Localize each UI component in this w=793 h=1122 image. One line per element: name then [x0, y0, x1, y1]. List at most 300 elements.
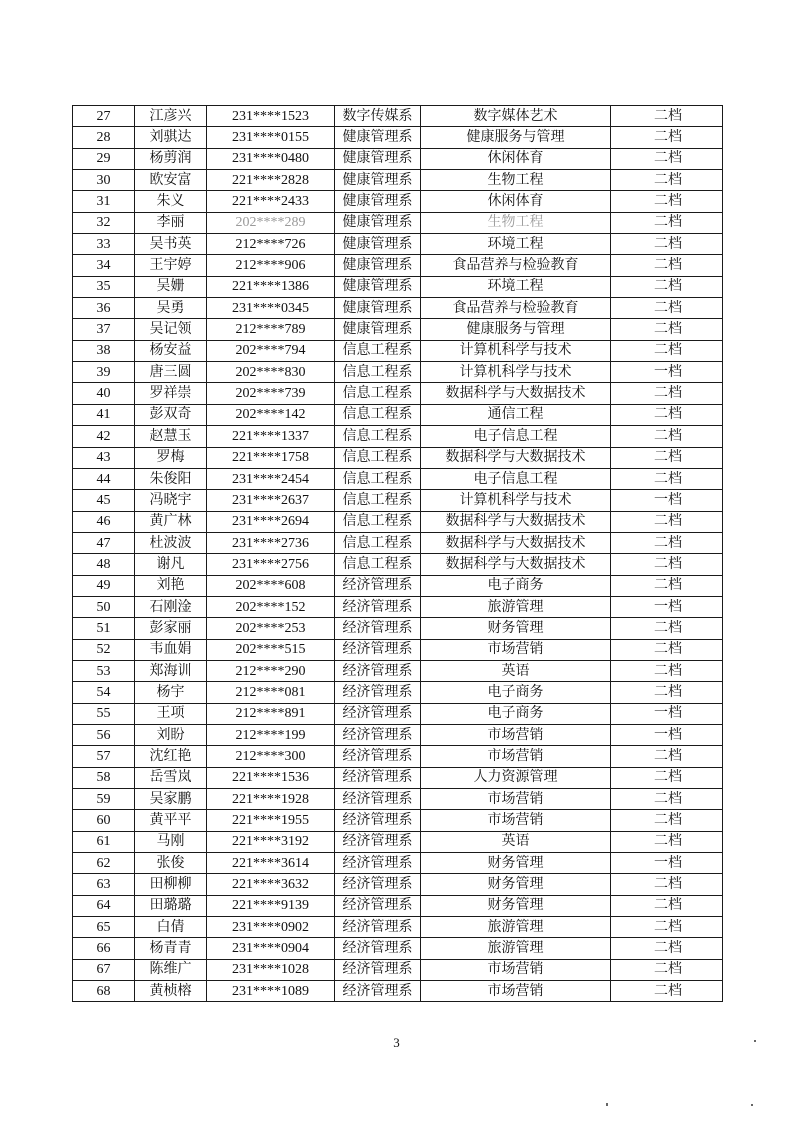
student-name: 吴记领 — [135, 319, 207, 340]
row-index: 38 — [73, 340, 135, 361]
department: 信息工程系 — [335, 468, 421, 489]
row-index: 51 — [73, 618, 135, 639]
table-row — [73, 362, 723, 383]
major: 财务管理 — [421, 895, 611, 916]
department: 经济管理系 — [335, 917, 421, 938]
table-row — [73, 938, 723, 959]
major: 食品营养与检验教育 — [421, 255, 611, 276]
department: 信息工程系 — [335, 554, 421, 575]
department: 数字传媒系 — [335, 106, 421, 127]
student-name: 黄平平 — [135, 810, 207, 831]
major: 生物工程 — [421, 170, 611, 191]
department: 经济管理系 — [335, 660, 421, 681]
student-name: 黄广林 — [135, 511, 207, 532]
department: 经济管理系 — [335, 874, 421, 895]
student-id: 202****739 — [207, 383, 335, 404]
table-row — [73, 490, 723, 511]
student-name: 赵慧玉 — [135, 426, 207, 447]
row-index: 35 — [73, 276, 135, 297]
grade-level: 二档 — [611, 383, 723, 404]
major: 通信工程 — [421, 404, 611, 425]
student-id: 221****2828 — [207, 170, 335, 191]
major: 旅游管理 — [421, 938, 611, 959]
major: 环境工程 — [421, 234, 611, 255]
student-id: 221****1758 — [207, 447, 335, 468]
grade-level: 二档 — [611, 810, 723, 831]
major: 旅游管理 — [421, 596, 611, 617]
department: 信息工程系 — [335, 426, 421, 447]
table-row — [73, 660, 723, 681]
grade-level: 二档 — [611, 298, 723, 319]
row-index: 56 — [73, 724, 135, 745]
department: 健康管理系 — [335, 234, 421, 255]
row-index: 58 — [73, 767, 135, 788]
major: 数据科学与大数据技术 — [421, 532, 611, 553]
row-index: 50 — [73, 596, 135, 617]
grade-level: 二档 — [611, 532, 723, 553]
major: 市场营销 — [421, 810, 611, 831]
row-index: 66 — [73, 938, 135, 959]
major: 食品营养与检验教育 — [421, 298, 611, 319]
table-row — [73, 404, 723, 425]
grade-level: 一档 — [611, 724, 723, 745]
student-list-table — [72, 105, 723, 1002]
grade-level: 二档 — [611, 831, 723, 852]
student-id: 231****2756 — [207, 554, 335, 575]
table-row — [73, 383, 723, 404]
student-id: 231****0904 — [207, 938, 335, 959]
grade-level: 二档 — [611, 618, 723, 639]
row-index: 43 — [73, 447, 135, 468]
table-row — [73, 298, 723, 319]
table-row — [73, 959, 723, 980]
row-index: 32 — [73, 212, 135, 233]
student-name: 罗祥崇 — [135, 383, 207, 404]
table-row — [73, 426, 723, 447]
table-row — [73, 106, 723, 127]
student-id: 212****726 — [207, 234, 335, 255]
row-index: 29 — [73, 148, 135, 169]
row-index: 37 — [73, 319, 135, 340]
major: 休闲体育 — [421, 191, 611, 212]
row-index: 54 — [73, 682, 135, 703]
grade-level: 二档 — [611, 106, 723, 127]
department: 健康管理系 — [335, 212, 421, 233]
department: 经济管理系 — [335, 981, 421, 1002]
student-id: 212****300 — [207, 746, 335, 767]
student-id: 221****2433 — [207, 191, 335, 212]
table-row — [73, 255, 723, 276]
grade-level: 二档 — [611, 276, 723, 297]
row-index: 39 — [73, 362, 135, 383]
student-name: 田璐璐 — [135, 895, 207, 916]
student-name: 江彦兴 — [135, 106, 207, 127]
department: 健康管理系 — [335, 319, 421, 340]
student-id: 212****789 — [207, 319, 335, 340]
grade-level: 二档 — [611, 170, 723, 191]
row-index: 63 — [73, 874, 135, 895]
student-name: 谢凡 — [135, 554, 207, 575]
department: 经济管理系 — [335, 767, 421, 788]
student-name: 沈红艳 — [135, 746, 207, 767]
row-index: 40 — [73, 383, 135, 404]
department: 信息工程系 — [335, 383, 421, 404]
table-row — [73, 831, 723, 852]
student-name: 刘艳 — [135, 575, 207, 596]
student-name: 刘盼 — [135, 724, 207, 745]
major: 财务管理 — [421, 618, 611, 639]
department: 经济管理系 — [335, 789, 421, 810]
grade-level: 一档 — [611, 490, 723, 511]
department: 健康管理系 — [335, 127, 421, 148]
major: 电子信息工程 — [421, 426, 611, 447]
grade-level: 二档 — [611, 959, 723, 980]
table-row — [73, 319, 723, 340]
student-name: 朱义 — [135, 191, 207, 212]
table-row — [73, 532, 723, 553]
page-number: 3 — [393, 1035, 400, 1050]
table-row — [73, 639, 723, 660]
major: 电子商务 — [421, 682, 611, 703]
row-index: 47 — [73, 532, 135, 553]
major: 计算机科学与技术 — [421, 340, 611, 361]
grade-level: 二档 — [611, 255, 723, 276]
department: 信息工程系 — [335, 490, 421, 511]
department: 经济管理系 — [335, 810, 421, 831]
department: 信息工程系 — [335, 532, 421, 553]
table-row — [73, 853, 723, 874]
department: 健康管理系 — [335, 276, 421, 297]
table-row — [73, 511, 723, 532]
table-row — [73, 447, 723, 468]
major: 计算机科学与技术 — [421, 362, 611, 383]
department: 信息工程系 — [335, 447, 421, 468]
student-name: 马刚 — [135, 831, 207, 852]
student-id: 202****608 — [207, 575, 335, 596]
major: 休闲体育 — [421, 148, 611, 169]
student-name: 岳雪岚 — [135, 767, 207, 788]
department: 经济管理系 — [335, 724, 421, 745]
grade-level: 二档 — [611, 746, 723, 767]
student-name: 罗梅 — [135, 447, 207, 468]
row-index: 33 — [73, 234, 135, 255]
student-id: 231****1089 — [207, 981, 335, 1002]
table-row — [73, 596, 723, 617]
major: 环境工程 — [421, 276, 611, 297]
table-row — [73, 276, 723, 297]
scan-speck — [606, 1103, 608, 1106]
major: 财务管理 — [421, 874, 611, 895]
table-row — [73, 703, 723, 724]
grade-level: 二档 — [611, 127, 723, 148]
student-id: 231****2736 — [207, 532, 335, 553]
student-id: 231****0480 — [207, 148, 335, 169]
table-row — [73, 212, 723, 233]
major: 市场营销 — [421, 724, 611, 745]
grade-level: 二档 — [611, 426, 723, 447]
table-row — [73, 789, 723, 810]
table-row — [73, 191, 723, 212]
major: 健康服务与管理 — [421, 319, 611, 340]
row-index: 64 — [73, 895, 135, 916]
student-id: 231****0902 — [207, 917, 335, 938]
table-row — [73, 895, 723, 916]
major: 财务管理 — [421, 853, 611, 874]
grade-level: 一档 — [611, 853, 723, 874]
major: 英语 — [421, 831, 611, 852]
grade-level: 二档 — [611, 682, 723, 703]
department: 健康管理系 — [335, 170, 421, 191]
student-name: 吴勇 — [135, 298, 207, 319]
table-row — [73, 618, 723, 639]
major: 英语 — [421, 660, 611, 681]
row-index: 31 — [73, 191, 135, 212]
grade-level: 二档 — [611, 148, 723, 169]
student-name: 杨安益 — [135, 340, 207, 361]
table-row — [73, 468, 723, 489]
student-id: 202****142 — [207, 404, 335, 425]
major: 数据科学与大数据技术 — [421, 447, 611, 468]
grade-level: 二档 — [611, 874, 723, 895]
student-name: 吴姗 — [135, 276, 207, 297]
table-row — [73, 810, 723, 831]
student-name: 石刚淦 — [135, 596, 207, 617]
student-name: 欧安富 — [135, 170, 207, 191]
row-index: 55 — [73, 703, 135, 724]
major: 电子商务 — [421, 703, 611, 724]
major: 市场营销 — [421, 959, 611, 980]
table-row — [73, 981, 723, 1002]
major: 数据科学与大数据技术 — [421, 554, 611, 575]
student-id: 221****1337 — [207, 426, 335, 447]
department: 健康管理系 — [335, 255, 421, 276]
row-index: 67 — [73, 959, 135, 980]
student-id: 221****3632 — [207, 874, 335, 895]
table-row — [73, 724, 723, 745]
grade-level: 二档 — [611, 191, 723, 212]
major: 旅游管理 — [421, 917, 611, 938]
student-name: 吴家鹏 — [135, 789, 207, 810]
student-name: 郑海训 — [135, 660, 207, 681]
table-row — [73, 575, 723, 596]
major: 市场营销 — [421, 981, 611, 1002]
department: 经济管理系 — [335, 703, 421, 724]
student-name: 杜波波 — [135, 532, 207, 553]
grade-level: 二档 — [611, 938, 723, 959]
department: 经济管理系 — [335, 853, 421, 874]
student-id: 221****1928 — [207, 789, 335, 810]
row-index: 59 — [73, 789, 135, 810]
grade-level: 二档 — [611, 319, 723, 340]
student-name: 白倩 — [135, 917, 207, 938]
row-index: 68 — [73, 981, 135, 1002]
row-index: 36 — [73, 298, 135, 319]
row-index: 52 — [73, 639, 135, 660]
row-index: 61 — [73, 831, 135, 852]
row-index: 44 — [73, 468, 135, 489]
row-index: 49 — [73, 575, 135, 596]
student-id: 231****0155 — [207, 127, 335, 148]
scan-speck — [751, 1104, 753, 1106]
department: 健康管理系 — [335, 148, 421, 169]
student-name: 王项 — [135, 703, 207, 724]
student-id: 221****3192 — [207, 831, 335, 852]
major: 市场营销 — [421, 639, 611, 660]
department: 信息工程系 — [335, 511, 421, 532]
major: 人力资源管理 — [421, 767, 611, 788]
student-name: 张俊 — [135, 853, 207, 874]
student-id: 221****1386 — [207, 276, 335, 297]
grade-level: 二档 — [611, 660, 723, 681]
grade-level: 二档 — [611, 234, 723, 255]
grade-level: 二档 — [611, 767, 723, 788]
row-index: 30 — [73, 170, 135, 191]
row-index: 42 — [73, 426, 135, 447]
grade-level: 二档 — [611, 468, 723, 489]
student-id: 212****290 — [207, 660, 335, 681]
department: 经济管理系 — [335, 895, 421, 916]
table-row — [73, 340, 723, 361]
row-index: 48 — [73, 554, 135, 575]
student-name: 李丽 — [135, 212, 207, 233]
student-id: 212****199 — [207, 724, 335, 745]
department: 经济管理系 — [335, 682, 421, 703]
table-row — [73, 746, 723, 767]
table-row — [73, 917, 723, 938]
grade-level: 二档 — [611, 212, 723, 233]
row-index: 57 — [73, 746, 135, 767]
student-id: 231****1523 — [207, 106, 335, 127]
student-name: 刘骐达 — [135, 127, 207, 148]
student-name: 彭家丽 — [135, 618, 207, 639]
table-row — [73, 874, 723, 895]
table-row — [73, 148, 723, 169]
grade-level: 一档 — [611, 596, 723, 617]
table-row — [73, 554, 723, 575]
student-id: 202****515 — [207, 639, 335, 660]
grade-level: 二档 — [611, 340, 723, 361]
student-name: 唐三圆 — [135, 362, 207, 383]
major: 电子信息工程 — [421, 468, 611, 489]
student-name: 杨剪润 — [135, 148, 207, 169]
student-name: 杨宇 — [135, 682, 207, 703]
row-index: 65 — [73, 917, 135, 938]
grade-level: 二档 — [611, 789, 723, 810]
major: 数据科学与大数据技术 — [421, 383, 611, 404]
department: 信息工程系 — [335, 404, 421, 425]
grade-level: 二档 — [611, 575, 723, 596]
department: 信息工程系 — [335, 362, 421, 383]
major: 市场营销 — [421, 746, 611, 767]
student-id: 202****152 — [207, 596, 335, 617]
student-id: 202****830 — [207, 362, 335, 383]
table-row — [73, 170, 723, 191]
student-name: 冯晓宇 — [135, 490, 207, 511]
student-name: 王宇婷 — [135, 255, 207, 276]
student-id: 212****906 — [207, 255, 335, 276]
department: 经济管理系 — [335, 746, 421, 767]
row-index: 46 — [73, 511, 135, 532]
student-name: 吴书英 — [135, 234, 207, 255]
department: 经济管理系 — [335, 618, 421, 639]
student-id: 231****2694 — [207, 511, 335, 532]
grade-level: 二档 — [611, 917, 723, 938]
student-id: 221****3614 — [207, 853, 335, 874]
department: 信息工程系 — [335, 340, 421, 361]
row-index: 34 — [73, 255, 135, 276]
major: 市场营销 — [421, 789, 611, 810]
student-id: 231****2637 — [207, 490, 335, 511]
student-name: 黄桢榕 — [135, 981, 207, 1002]
student-id: 212****891 — [207, 703, 335, 724]
row-index: 45 — [73, 490, 135, 511]
table-row — [73, 127, 723, 148]
major: 数据科学与大数据技术 — [421, 511, 611, 532]
student-name: 朱俊阳 — [135, 468, 207, 489]
student-name: 韦血娟 — [135, 639, 207, 660]
grade-level: 二档 — [611, 554, 723, 575]
grade-level: 二档 — [611, 404, 723, 425]
student-id: 202****289 — [207, 212, 335, 233]
grade-level: 一档 — [611, 703, 723, 724]
department: 经济管理系 — [335, 959, 421, 980]
major: 数字媒体艺术 — [421, 106, 611, 127]
student-name: 彭双奇 — [135, 404, 207, 425]
row-index: 27 — [73, 106, 135, 127]
row-index: 41 — [73, 404, 135, 425]
student-id: 231****1028 — [207, 959, 335, 980]
grade-level: 二档 — [611, 639, 723, 660]
major: 健康服务与管理 — [421, 127, 611, 148]
row-index: 53 — [73, 660, 135, 681]
grade-level: 二档 — [611, 447, 723, 468]
grade-level: 二档 — [611, 981, 723, 1002]
major: 计算机科学与技术 — [421, 490, 611, 511]
department: 经济管理系 — [335, 639, 421, 660]
student-name: 田柳柳 — [135, 874, 207, 895]
student-id: 231****2454 — [207, 468, 335, 489]
department: 健康管理系 — [335, 298, 421, 319]
table-row — [73, 767, 723, 788]
table-row — [73, 682, 723, 703]
student-id: 231****0345 — [207, 298, 335, 319]
scan-speck — [754, 1040, 756, 1042]
grade-level: 一档 — [611, 362, 723, 383]
student-name: 陈维广 — [135, 959, 207, 980]
student-id: 212****081 — [207, 682, 335, 703]
student-name: 杨青青 — [135, 938, 207, 959]
student-id: 221****9139 — [207, 895, 335, 916]
major: 生物工程 — [421, 212, 611, 233]
student-id: 202****253 — [207, 618, 335, 639]
department: 经济管理系 — [335, 575, 421, 596]
department: 经济管理系 — [335, 596, 421, 617]
table-body — [73, 106, 723, 1002]
department: 经济管理系 — [335, 938, 421, 959]
major: 电子商务 — [421, 575, 611, 596]
department: 健康管理系 — [335, 191, 421, 212]
student-id: 221****1536 — [207, 767, 335, 788]
student-id: 202****794 — [207, 340, 335, 361]
row-index: 60 — [73, 810, 135, 831]
student-id: 221****1955 — [207, 810, 335, 831]
grade-level: 二档 — [611, 511, 723, 532]
table-row — [73, 234, 723, 255]
grade-level: 二档 — [611, 895, 723, 916]
row-index: 62 — [73, 853, 135, 874]
department: 经济管理系 — [335, 831, 421, 852]
row-index: 28 — [73, 127, 135, 148]
